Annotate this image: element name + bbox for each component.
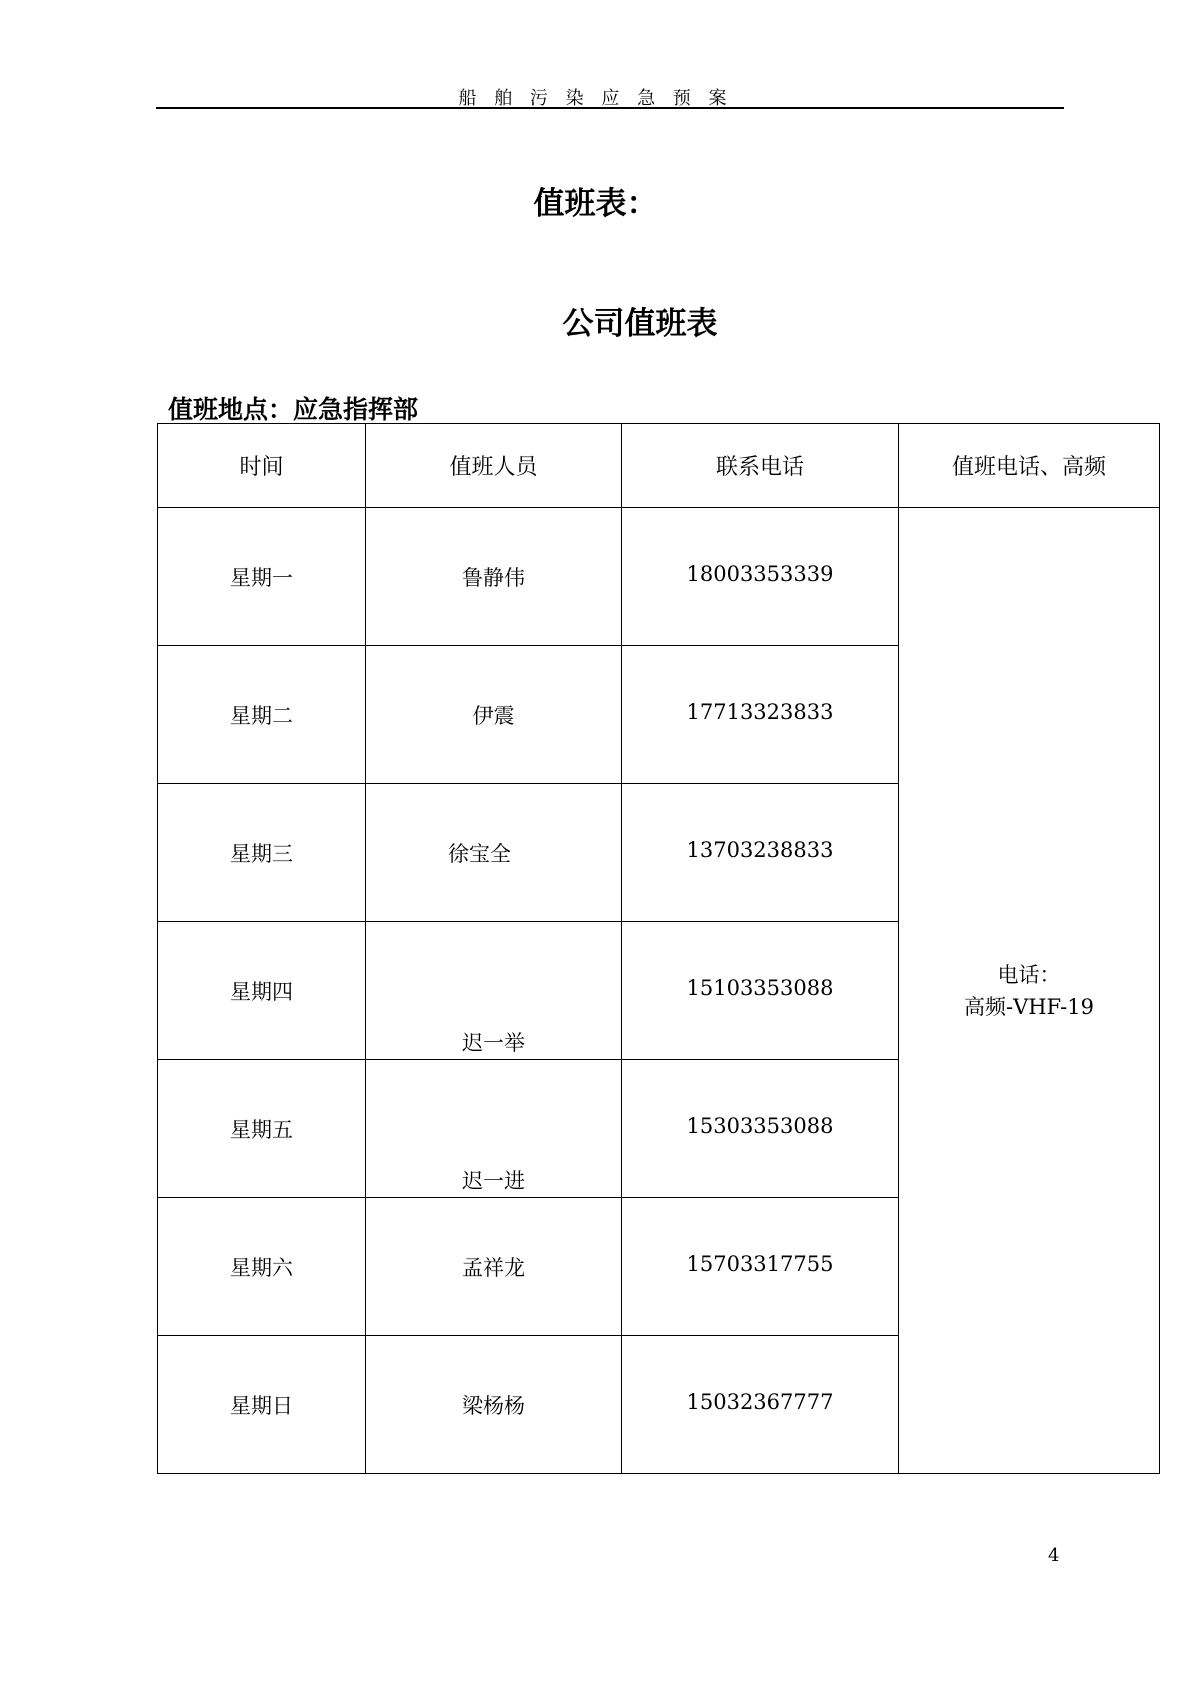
table-header-row [158, 424, 1160, 508]
main-title: 值班表： [533, 186, 658, 222]
day-cell [158, 646, 366, 784]
sub-title: 公司值班表 [562, 306, 718, 342]
person-cell [366, 922, 622, 1060]
day-cell [158, 922, 366, 1060]
person-name: 孟祥龙 [462, 1256, 525, 1280]
page-number: 4 [1048, 1545, 1060, 1566]
duty-phone-label: 电话： [997, 962, 1061, 987]
day-label: 星期五 [230, 1118, 293, 1142]
running-header: 船 舶 污 染 应 急 预 案 [458, 88, 733, 109]
phone-number: 17713323833 [686, 700, 834, 724]
phone-cell [622, 646, 899, 784]
person-name: 鲁静伟 [462, 566, 525, 590]
person-cell [366, 1198, 622, 1336]
duty-radio-channel: 高频-VHF-19 [963, 994, 1095, 1019]
phone-cell [622, 1060, 899, 1198]
phone-cell [622, 1336, 899, 1474]
header-duty-contact: 值班电话、高频 [899, 424, 1160, 508]
duty-table [157, 423, 1160, 1474]
person-cell [366, 1336, 622, 1474]
duty-location: 值班地点：应急指挥部 [168, 395, 419, 424]
person-name: 伊震 [472, 704, 515, 728]
day-cell [158, 1060, 366, 1198]
day-label: 星期二 [230, 704, 293, 728]
phone-cell [622, 1198, 899, 1336]
person-name: 迟一举 [462, 1031, 525, 1055]
day-label: 星期四 [230, 980, 293, 1004]
person-name: 徐宝全 [448, 842, 511, 866]
phone-number: 15103353088 [686, 976, 834, 1000]
phone-number: 15303353088 [686, 1114, 834, 1138]
person-name: 迟一进 [462, 1169, 525, 1193]
table-row [158, 508, 1160, 646]
day-cell [158, 1198, 366, 1336]
phone-cell [622, 922, 899, 1060]
person-cell [366, 508, 622, 646]
day-label: 星期一 [230, 566, 293, 590]
day-cell [158, 1336, 366, 1474]
person-cell [366, 1060, 622, 1198]
phone-cell [622, 508, 899, 646]
header-person: 值班人员 [366, 424, 622, 508]
day-label: 星期六 [230, 1256, 293, 1280]
person-name: 梁杨杨 [462, 1394, 525, 1418]
header-rule [156, 107, 1064, 109]
day-label: 星期日 [230, 1394, 293, 1418]
phone-number: 15032367777 [686, 1390, 834, 1414]
phone-number: 15703317755 [686, 1252, 834, 1276]
phone-number: 13703238833 [686, 838, 834, 862]
phone-cell [622, 784, 899, 922]
person-cell [366, 784, 622, 922]
day-cell [158, 784, 366, 922]
header-phone: 联系电话 [622, 424, 899, 508]
duty-contact-cell [899, 508, 1160, 1474]
person-cell [366, 646, 622, 784]
day-cell [158, 508, 366, 646]
day-label: 星期三 [230, 842, 293, 866]
header-time: 时间 [158, 424, 366, 508]
phone-number: 18003353339 [686, 562, 834, 586]
